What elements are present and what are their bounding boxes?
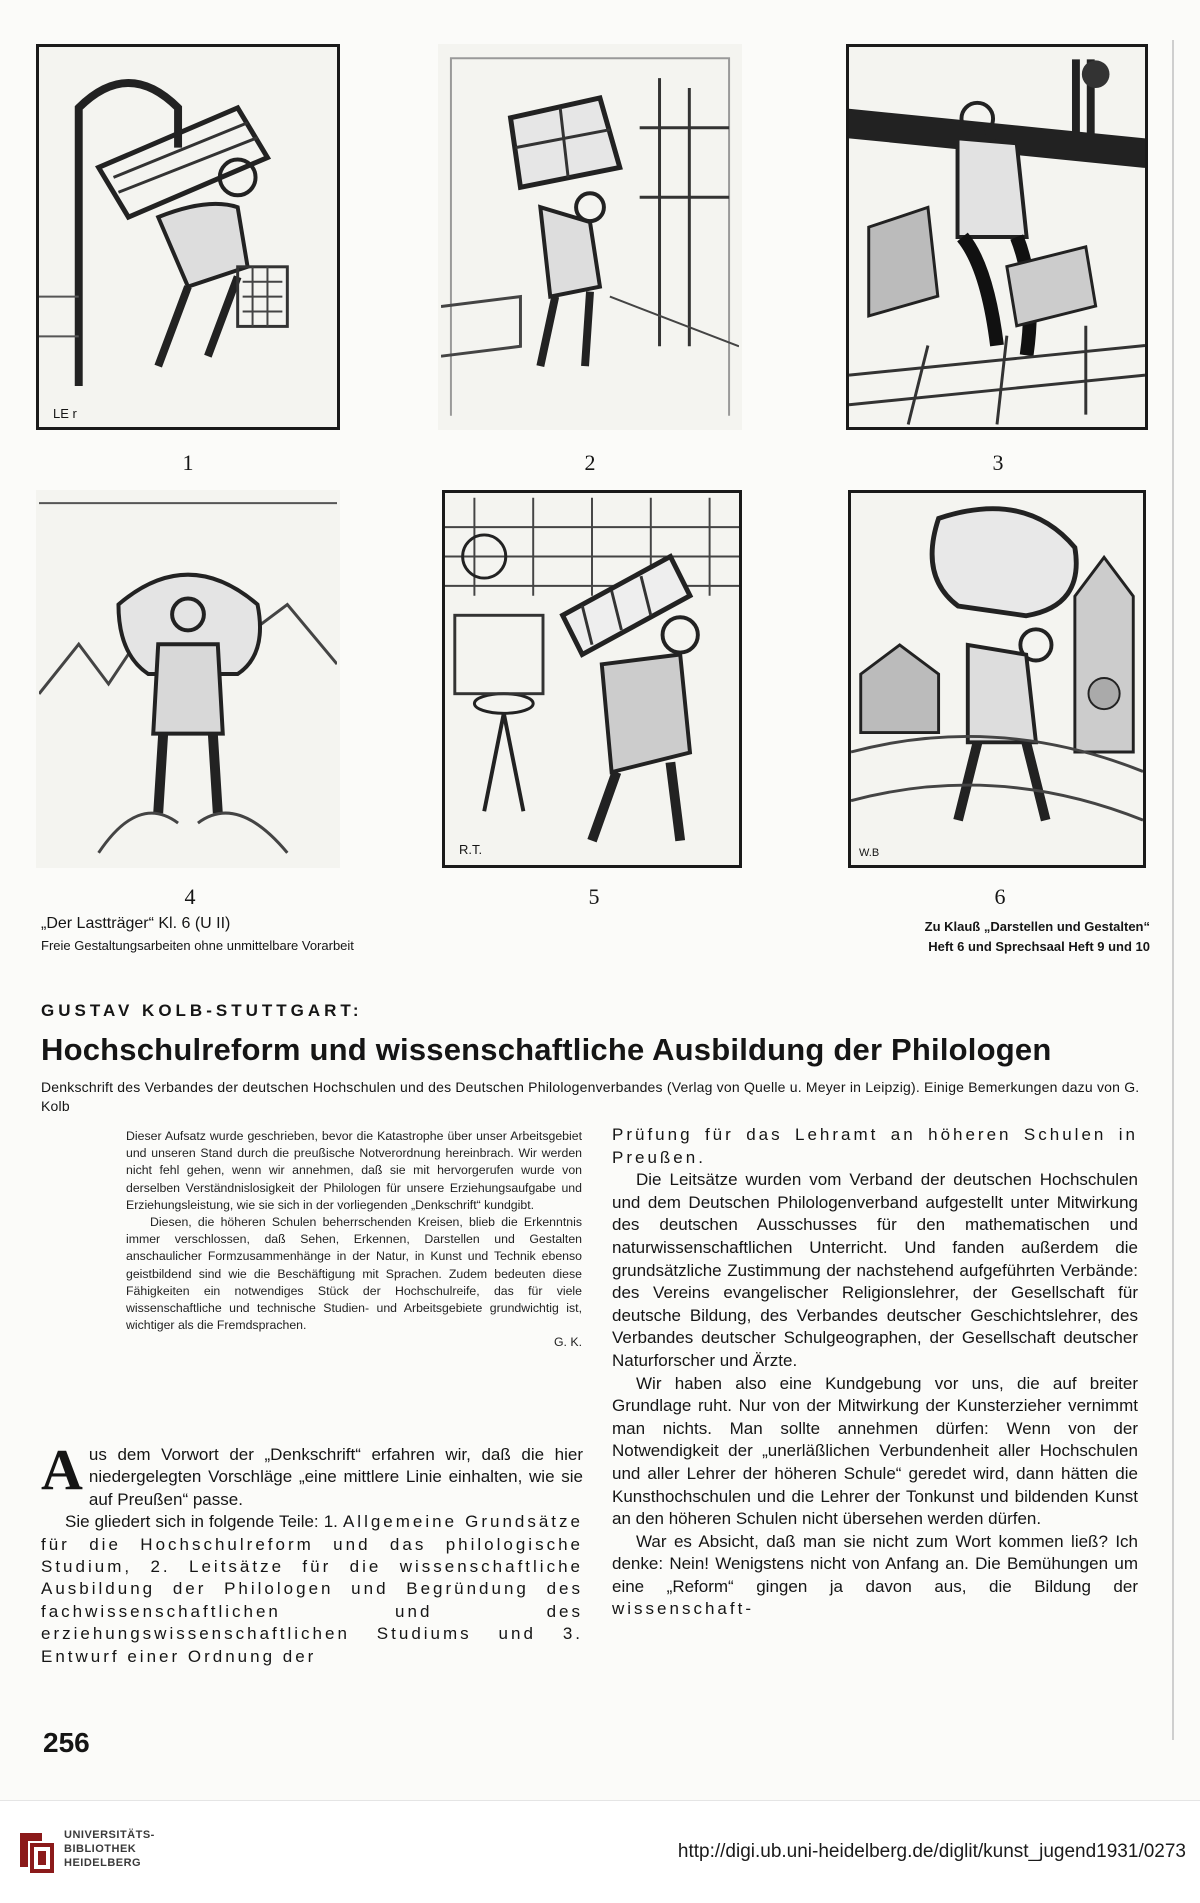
preface-signature: G. K. (553, 1335, 582, 1350)
body-paragraph (41, 1511, 583, 1668)
illustration-number: 3 (992, 450, 1004, 475)
illustration-signature: R.T. (459, 842, 483, 857)
illustration-number: 6 (994, 884, 1006, 909)
body-text-spaced: wissenschaft- (612, 1599, 754, 1619)
body-paragraph (612, 1531, 1138, 1621)
body-text: Sie gliedert sich in folgende Teile: 1. (65, 1512, 338, 1532)
caption-left-line1: „Der Lastträger“ Kl. 6 (U II) (41, 915, 231, 932)
body-column-right (612, 1124, 1138, 1621)
article-author: GUSTAV KOLB-STUTTGART: (41, 1001, 363, 1020)
body-text: us dem Vorwort der „Denkschrift“ erfahren wir, daß die hier niedergelegten Vorschläge „eine mittlere Linie einhalten, wie sie auf Preußen“ passe. (88, 1445, 583, 1509)
permalink-url[interactable]: http://digi.ub.uni-heidelberg.de/diglit/kunst_jugend1931/0273 (677, 1841, 1186, 1862)
worker-beam-drawing (849, 47, 1145, 427)
editorial-preface (126, 1128, 582, 1352)
illustration-2 (438, 44, 742, 430)
page-number: 256 (43, 1727, 90, 1758)
illustration-number: 4 (184, 884, 196, 909)
body-paragraph: Wir haben also eine Kundgebung vor uns, die auf breiter Grundlage ruht. Nur von der Mitwirkung der Kunsterzieher vernimmt man nichts. Man sollte annehmen dürfen: Wenn von der Notwendigkeit der „unerläßlichen Verbundenheit aller Hochschulen und aller Lehrer der höheren Schule“ geredet wird, dann hätten die Kunsthochschulen und die Lehrer der Tonkunst und bildenden Kunst an den höheren Schulen nicht übersehen werden dürfen. (612, 1373, 1138, 1529)
library-name[interactable] (64, 1828, 155, 1870)
illustration-signature: LE r (53, 406, 77, 421)
illustration-number: 2 (584, 450, 596, 475)
body-paragraph: Die Leitsätze wurden vom Verband der deutschen Hochschulen und dem Deutschen Philologenverband aufgestellt unter Mitwirkung des deutschen Ausschusses für den mathematischen und naturwissenschaftlichen Unterricht. Und fanden außerdem die grundsätzliche Zustimmung der nachstehend aufgeführten Verbände: des Vereins evangelischer Religionslehrer, der Gesellschaft für deutsche Bildung, des Verbandes deutscher Geschichtslehrer, des Verbandes deutscher Schulgeographen, der Gesellschaft deutscher Naturforscher und Ärzte. (612, 1170, 1138, 1370)
preface-paragraph: Dieser Aufsatz wurde geschrieben, bevor die Katastrophe über unser Arbeitsgebiet und unseren Stand durch die preußische Notverordnung hereinbrach. Wir werden nicht fehl gehen, wenn wir annehmen, daß sie mit hervorgerufen wurde von derselben Verständnislosigkeit der Philologen für unsere Erziehungsaufgabe und Erziehungsleistung, wie sie sich in der vorliegenden „Denkschrift“ kundgibt. (126, 1129, 582, 1212)
illustration-5 (442, 490, 742, 868)
illustration-1 (36, 44, 340, 430)
porter-harbor-drawing (441, 47, 739, 427)
library-name-line: BIBLIOTHEK (64, 1843, 137, 1855)
body-paragraph: Prüfung für das Lehramt an höheren Schulen in Preußen. (612, 1125, 1138, 1167)
scan-edge (1172, 40, 1174, 1740)
illustration-3 (846, 44, 1148, 430)
caption-right-line1: Zu Klauß „Darstellen und Gestalten“ (924, 919, 1150, 934)
illustration-number: 5 (588, 884, 600, 909)
illustration-4 (36, 490, 340, 868)
article-title: Hochschulreform und wissenschaftliche Ausbildung der Philologen (41, 1032, 1052, 1067)
body-text: War es Absicht, daß man sie nicht zum Wort kommen ließ? Ich denke: Nein! Wenigstens nicht von Anfang an. Die Bemühungen um eine „Reform“ gingen ja davon aus, die Bildung der (612, 1531, 1138, 1596)
body-column-left (41, 1437, 583, 1668)
porter-town-drawing (445, 493, 739, 865)
porter-village-drawing (851, 493, 1143, 865)
body-text-spaced: Allgemeine Grundsätze für die Hochschulreform und das philologische Studium, 2. Leitsätze für die wissenschaftliche Ausbildung der Philologen und Begründung des fachwissenschaftlichen und des erziehungswissenschaftlichen Studiums und 3. Entwurf einer Ordnung der (41, 1512, 583, 1666)
illustration-6 (848, 490, 1146, 868)
library-name-line: HEIDELBERG (64, 1857, 142, 1869)
porter-mountain-drawing (39, 493, 337, 865)
drop-cap: A (41, 1437, 83, 1502)
body-paragraph (41, 1437, 583, 1511)
library-name-line: UNIVERSITÄTS- (64, 1829, 155, 1841)
university-library-logo-icon[interactable] (16, 1829, 56, 1875)
illustration-signature: W.B (859, 847, 880, 859)
illustration-number: 1 (182, 450, 194, 475)
article-subtitle: Denkschrift des Verbandes der deutschen Hochschulen und des Deutschen Philologenverbandes (Verlag von Quelle u. Meyer in Leipzig). Einige Bemerkungen dazu von G. Kolb (41, 1079, 1140, 1114)
porter-archway-drawing (39, 47, 337, 427)
viewer-footer (0, 1800, 1200, 1903)
caption-right-line2: Heft 6 und Sprechsaal Heft 9 und 10 (928, 939, 1150, 954)
caption-left-line2: Freie Gestaltungsarbeiten ohne unmittelbare Vorarbeit (41, 938, 354, 953)
preface-paragraph: Diesen, die höheren Schulen beherrschenden Kreisen, blieb die Erkenntnis immer verschlossen, daß Sehen, Erkennen, Darstellen und Gestalten anschaulicher Formzusammenhänge in der Natur, in Kunst und Technik ebenso geistbildend sind wie die Beschäftigung mit Sprachen. Zudem bedeuten diese Fähigkeiten ein notwendiges Stück der Hochschulreife, das für viele wissenschaftliche und technische Studien- und Arbeitsgebiete grundwichtig ist, wichtiger als die Fremdsprachen. (126, 1215, 582, 1333)
